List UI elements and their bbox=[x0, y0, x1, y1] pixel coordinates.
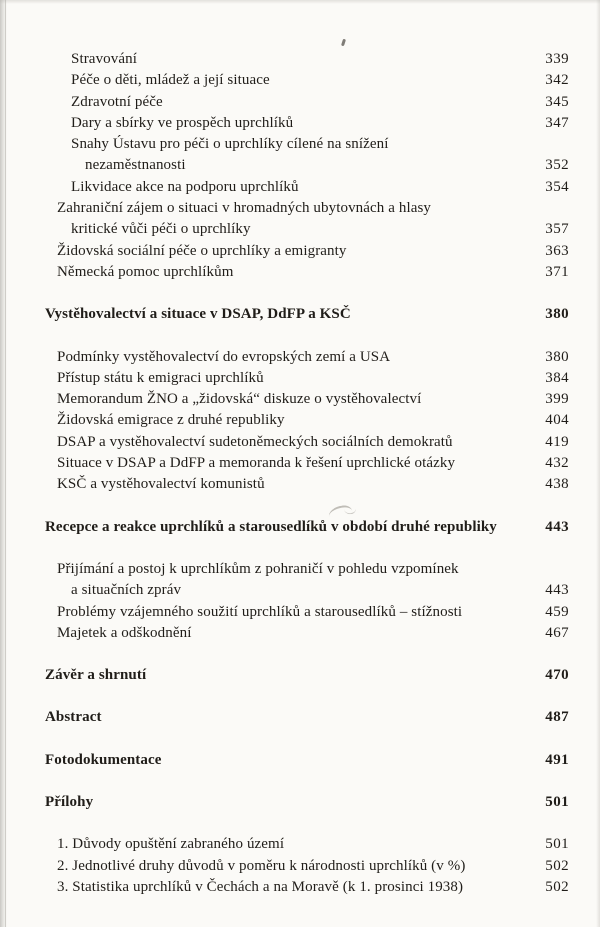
toc-entry bbox=[45, 70, 569, 91]
toc-page-number: 342 bbox=[545, 72, 569, 89]
toc-entry-label: Zdravotní péče bbox=[71, 93, 163, 110]
toc-page-number: 404 bbox=[545, 412, 569, 429]
toc-entry bbox=[45, 389, 569, 410]
toc-entry-line bbox=[45, 389, 569, 410]
page-right-edge-shadow bbox=[596, 0, 600, 927]
toc-entry-label: Židovská sociální péče o uprchlíky a emigranty bbox=[57, 242, 347, 259]
toc-entry-line bbox=[45, 559, 569, 580]
toc-page-number: 491 bbox=[545, 751, 569, 768]
toc-page-number: 467 bbox=[545, 624, 569, 641]
toc-page-number: 502 bbox=[545, 878, 569, 895]
toc-entry-label: Situace v DSAP a DdFP a memoranda k řešení uprchlické otázky bbox=[57, 455, 456, 472]
toc-entry bbox=[45, 474, 569, 495]
toc-entry-label: Majetek a odškodnění bbox=[57, 624, 192, 641]
toc-page-number: 380 bbox=[545, 348, 569, 365]
toc-page-number: 371 bbox=[545, 263, 569, 280]
toc-entry-line bbox=[45, 177, 569, 198]
toc-entry-line bbox=[45, 134, 569, 155]
toc-page-number: 501 bbox=[545, 836, 569, 853]
toc-entry bbox=[45, 241, 569, 262]
toc-page-number: 459 bbox=[545, 603, 569, 620]
toc-entry bbox=[45, 134, 569, 177]
toc-entry-line bbox=[45, 877, 569, 898]
toc-entry-line bbox=[45, 155, 569, 176]
toc-entry-line bbox=[45, 410, 569, 431]
toc-entry-label: Závěr a shrnutí bbox=[45, 667, 147, 684]
toc-entry-line bbox=[45, 602, 569, 623]
toc-entry-label: Problémy vzájemného soužití uprchlíků a starousedlíků – stížnosti bbox=[57, 603, 463, 620]
toc-entry bbox=[45, 198, 569, 241]
toc-entry bbox=[45, 432, 569, 453]
toc-page-number: 345 bbox=[545, 93, 569, 110]
page-top-edge-shadow bbox=[0, 0, 600, 4]
toc-entry-label: Snahy Ústavu pro péči o uprchlíky cílené na snížení bbox=[71, 136, 389, 153]
toc-entry-label: kritické vůči péči o uprchlíky bbox=[71, 221, 251, 238]
toc-entry bbox=[45, 347, 569, 368]
toc-page-number: 432 bbox=[545, 455, 569, 472]
toc-entry-label: DSAP a vystěhovalectví sudetoněmeckých sociálních demokratů bbox=[57, 433, 453, 450]
toc-entry-label: Přijímání a postoj k uprchlíkům z pohraničí v pohledu vzpomínek bbox=[57, 560, 459, 577]
toc-entry-line bbox=[45, 49, 569, 70]
toc-entry-line bbox=[45, 262, 569, 283]
toc-entry-label: Memorandum ŽNO a „židovská“ diskuze o vystěhovalectví bbox=[57, 391, 422, 408]
toc-chapter-heading bbox=[45, 665, 569, 686]
toc-entry-line bbox=[45, 856, 569, 877]
toc-chapter-heading bbox=[45, 304, 569, 325]
toc-chapter-heading bbox=[45, 707, 569, 728]
toc-page-number: 502 bbox=[545, 857, 569, 874]
toc-page-number: 357 bbox=[545, 221, 569, 238]
toc-page-number: 470 bbox=[545, 667, 569, 684]
toc-entry bbox=[45, 49, 569, 70]
toc-entry-label: Podmínky vystěhovalectví do evropských zemí a USA bbox=[57, 348, 391, 365]
toc-entry-line bbox=[45, 92, 569, 113]
toc-entry-line bbox=[45, 580, 569, 601]
toc-page-number: 380 bbox=[545, 306, 569, 323]
toc-entry-line bbox=[45, 834, 569, 855]
toc-page-number: 443 bbox=[545, 582, 569, 599]
toc-page-number: 363 bbox=[545, 242, 569, 259]
toc-entry-label: Přílohy bbox=[45, 794, 94, 811]
toc-entry-line bbox=[45, 750, 569, 771]
toc-entry-label: Abstract bbox=[45, 709, 102, 726]
toc-entry-line bbox=[45, 113, 569, 134]
toc-chapter-heading bbox=[45, 517, 569, 538]
toc-entry-label: Fotodokumentace bbox=[45, 751, 162, 768]
toc-entry-label: a situačních zpráv bbox=[71, 582, 182, 599]
toc-entry-line bbox=[45, 432, 569, 453]
toc-entry-label: Péče o děti, mládež a její situace bbox=[71, 72, 270, 89]
toc-entry-label: Zahraniční zájem o situaci v hromadných ubytovnách a hlasy bbox=[57, 200, 432, 217]
page-left-edge-shadow bbox=[0, 0, 7, 927]
toc-entry-label: Recepce a reakce uprchlíků a starousedlíků v období druhé republiky bbox=[45, 518, 497, 535]
toc-entry bbox=[45, 623, 569, 644]
toc-chapter-heading bbox=[45, 750, 569, 771]
toc-entry bbox=[45, 453, 569, 474]
toc-entry-label: Německá pomoc uprchlíkům bbox=[57, 263, 234, 280]
toc-page-number: 352 bbox=[545, 157, 569, 174]
toc-entry-line bbox=[45, 517, 569, 538]
toc-entry bbox=[45, 877, 569, 898]
toc-entry-line bbox=[45, 707, 569, 728]
toc-page-number: 487 bbox=[545, 709, 569, 726]
toc-entry-line bbox=[45, 623, 569, 644]
toc-entry-label: Likvidace akce na podporu uprchlíků bbox=[71, 178, 299, 195]
toc-entry-label: 3. Statistika uprchlíků v Čechách a na Moravě (k 1. prosinci 1938) bbox=[57, 878, 464, 895]
toc-chapter-heading bbox=[45, 792, 569, 813]
toc-page-number: 438 bbox=[545, 476, 569, 493]
toc-entry-line bbox=[45, 347, 569, 368]
toc-entry-line bbox=[45, 792, 569, 813]
scan-speck bbox=[341, 39, 346, 47]
toc-entry bbox=[45, 602, 569, 623]
toc-page-number: 443 bbox=[545, 518, 569, 535]
toc-list bbox=[45, 49, 569, 898]
toc-entry bbox=[45, 410, 569, 431]
toc-entry-label: Přístup státu k emigraci uprchlíků bbox=[57, 369, 264, 386]
toc-entry bbox=[45, 92, 569, 113]
toc-entry-label: Vystěhovalectví a situace v DSAP, DdFP a KSČ bbox=[45, 306, 351, 323]
toc-entry-label: Dary a sbírky ve prospěch uprchlíků bbox=[71, 114, 294, 131]
toc-entry-line bbox=[45, 474, 569, 495]
toc-page-number: 419 bbox=[545, 433, 569, 450]
toc-entry-line bbox=[45, 368, 569, 389]
toc-entry-line bbox=[45, 304, 569, 325]
toc-entry-line bbox=[45, 453, 569, 474]
toc-entry-line bbox=[45, 198, 569, 219]
toc-entry bbox=[45, 368, 569, 389]
toc-page-number: 501 bbox=[545, 794, 569, 811]
toc-entry-label: Židovská emigrace z druhé republiky bbox=[57, 412, 285, 429]
toc-page-number: 384 bbox=[545, 369, 569, 386]
toc-page-number: 347 bbox=[545, 114, 569, 131]
toc-entry-label: nezaměstnanosti bbox=[85, 157, 186, 174]
toc-entry-label: 1. Důvody opuštění zabraného území bbox=[57, 836, 285, 853]
toc-entry bbox=[45, 177, 569, 198]
toc-entry-line bbox=[45, 70, 569, 91]
toc-entry bbox=[45, 856, 569, 877]
toc-entry bbox=[45, 559, 569, 602]
toc-entry bbox=[45, 262, 569, 283]
toc-entry-label: KSČ a vystěhovalectví komunistů bbox=[57, 476, 265, 493]
toc-entry-line bbox=[45, 665, 569, 686]
toc-entry-line bbox=[45, 219, 569, 240]
toc-entry bbox=[45, 113, 569, 134]
toc-entry-line bbox=[45, 241, 569, 262]
toc-page-number: 399 bbox=[545, 391, 569, 408]
toc-entry bbox=[45, 834, 569, 855]
toc-entry-label: Stravování bbox=[71, 51, 137, 67]
toc-entry-label: 2. Jednotlivé druhy důvodů v poměru k národnosti uprchlíků (v %) bbox=[57, 857, 466, 874]
toc-page-number: 339 bbox=[545, 51, 569, 67]
toc-page-number: 354 bbox=[545, 178, 569, 195]
